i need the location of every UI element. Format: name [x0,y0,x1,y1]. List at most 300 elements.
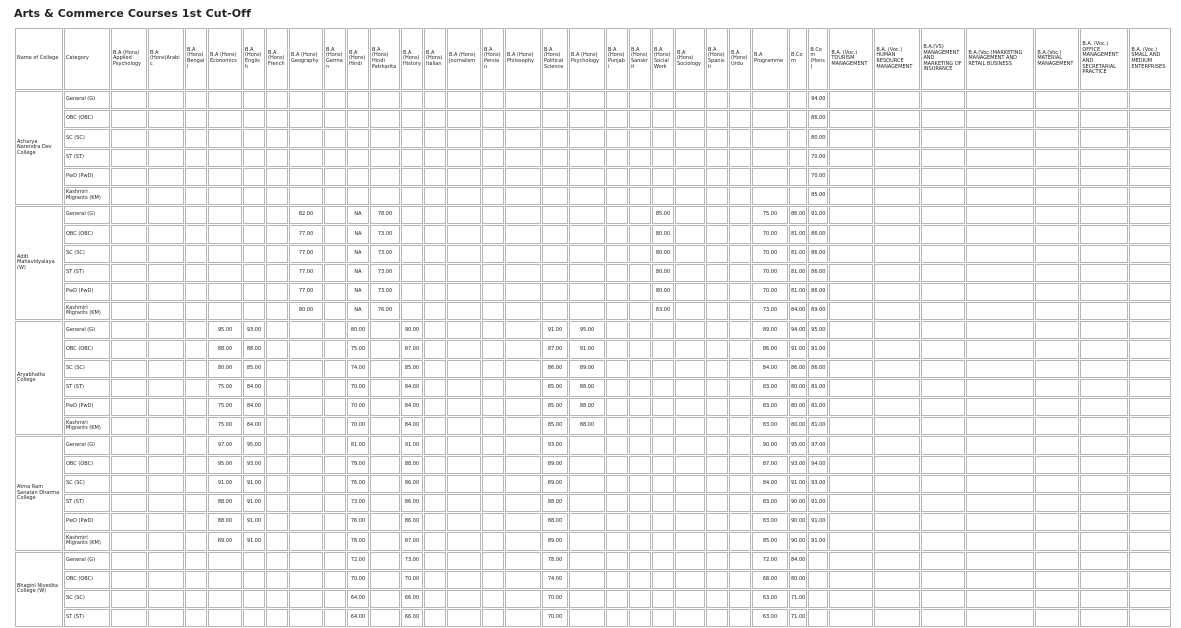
cutoff-cell [266,206,288,224]
cutoff-cell [606,283,628,301]
cutoff-cell [921,552,965,570]
cutoff-cell [652,91,674,109]
cutoff-cell: 76.00 [370,302,400,320]
column-header: B.A (Hons)Arabic [148,28,184,90]
cutoff-cell [675,149,705,167]
cutoff-cell [208,264,242,282]
cutoff-cell [505,456,541,474]
cutoff-cell [874,168,920,186]
cutoff-cell [185,398,207,416]
cutoff-cell [185,91,207,109]
category-cell: OBC (OBC) [64,340,110,358]
cutoff-cell [1035,225,1079,243]
cutoff-cell [111,91,147,109]
cutoff-cell [874,264,920,282]
category-cell: General (G) [64,436,110,454]
cutoff-cell [921,302,965,320]
cutoff-cell: 88.00 [208,513,242,531]
cutoff-cell [729,552,751,570]
cutoff-cell [808,552,828,570]
table-row [15,513,1171,531]
cutoff-cell [706,187,728,205]
cutoff-cell [729,417,751,435]
cutoff-cell [1129,417,1171,435]
category-cell: General (G) [64,321,110,339]
cutoff-cell [370,590,400,608]
cutoff-cell [505,321,541,339]
cutoff-cell [447,91,481,109]
cutoff-cell [921,590,965,608]
cutoff-cell [606,456,628,474]
table-row [15,475,1171,493]
cutoff-cell [569,590,605,608]
cutoff-cell: 81.00 [808,417,828,435]
cutoff-cell [921,245,965,263]
cutoff-cell [966,360,1034,378]
cutoff-cell [629,206,651,224]
cutoff-cell [401,283,423,301]
cutoff-cell [424,91,446,109]
cutoff-cell: 77.00 [289,225,323,243]
cutoff-cell [208,302,242,320]
cutoff-cell [370,168,400,186]
cutoff-cell [185,340,207,358]
cutoff-cell: NA [347,264,369,282]
cutoff-cell [111,417,147,435]
cutoff-cell [1080,379,1128,397]
category-cell: ST (ST) [64,264,110,282]
cutoff-cell [1035,436,1079,454]
cutoff-cell: NA [347,225,369,243]
cutoff-cell [966,552,1034,570]
cutoff-cell [629,456,651,474]
cutoff-cell [675,494,705,512]
cutoff-cell [1129,552,1171,570]
cutoff-cell [569,283,605,301]
cutoff-cell: 91.00 [808,340,828,358]
category-cell: OBC (OBC) [64,571,110,589]
cutoff-cell: 85.00 [542,417,568,435]
column-header: B.A (Hons) Journalism [447,28,481,90]
cutoff-cell [629,513,651,531]
cutoff-cell [606,321,628,339]
cutoff-cell [542,187,568,205]
cutoff-cell [208,91,242,109]
cutoff-cell [829,532,873,550]
cutoff-cell [111,360,147,378]
cutoff-cell [675,552,705,570]
cutoff-cell: 68.00 [752,571,788,589]
cutoff-cell: 81.00 [789,225,807,243]
cutoff-cell [266,494,288,512]
cutoff-cell [606,264,628,282]
cutoff-cell [1035,590,1079,608]
cutoff-cell [606,302,628,320]
cutoff-cell [966,571,1034,589]
cutoff-cell [185,494,207,512]
cutoff-cell [829,456,873,474]
cutoff-cell [1129,398,1171,416]
cutoff-cell [729,187,751,205]
cutoff-cell: 78.00 [347,532,369,550]
cutoff-cell [370,475,400,493]
cutoff-cell [185,110,207,128]
cutoff-cell: 80.00 [789,398,807,416]
cutoff-cell [505,609,541,627]
cutoff-cell [874,417,920,435]
cutoff-cell [324,552,346,570]
cutoff-cell: 86.00 [542,360,568,378]
cutoff-cell [185,475,207,493]
cutoff-cell [148,110,184,128]
cutoff-cell [569,456,605,474]
cutoff-cell [569,187,605,205]
cutoff-cell [266,398,288,416]
cutoff-cell [447,129,481,147]
cutoff-cell [424,590,446,608]
category-cell: SC (SC) [64,360,110,378]
cutoff-cell [706,245,728,263]
cutoff-cell [629,129,651,147]
column-header: B.A Programme [752,28,788,90]
cutoff-cell [482,129,504,147]
cutoff-cell [324,590,346,608]
cutoff-cell [505,417,541,435]
cutoff-cell: 84.00 [789,552,807,570]
table-row [15,206,1171,224]
cutoff-cell: 70.00 [808,149,828,167]
cutoff-cell [289,436,323,454]
cutoff-cell [424,552,446,570]
cutoff-cell [1035,129,1079,147]
cutoff-cell [966,264,1034,282]
cutoff-cell: 86.00 [789,206,807,224]
column-header: B.A (Hons) Persian [482,28,504,90]
cutoff-cell [324,475,346,493]
cutoff-cell [324,283,346,301]
category-cell: Kashmiri Migrants (KM) [64,187,110,205]
cutoff-cell [1129,360,1171,378]
cutoff-cell: 91.00 [243,494,265,512]
cutoff-cell: 93.00 [789,456,807,474]
cutoff-cell [208,283,242,301]
cutoff-cell [208,187,242,205]
cutoff-cell [447,302,481,320]
cutoff-cell [482,552,504,570]
cutoff-cell [185,436,207,454]
category-cell: ST (ST) [64,494,110,512]
cutoff-cell [829,129,873,147]
cutoff-cell [1129,245,1171,263]
cutoff-cell [111,283,147,301]
cutoff-cell [789,168,807,186]
cutoff-cell [148,475,184,493]
cutoff-cell [729,225,751,243]
column-header: B.A (Hons) Political Science [542,28,568,90]
cutoff-cell [629,494,651,512]
cutoff-cell [447,590,481,608]
cutoff-cell [148,245,184,263]
cutoff-cell [424,456,446,474]
column-header: B.A (Hons) French [266,28,288,90]
cutoff-cell [148,609,184,627]
cutoff-cell: 86.00 [401,513,423,531]
cutoff-cell [111,436,147,454]
cutoff-cell [829,494,873,512]
cutoff-cell [1035,149,1079,167]
cutoff-cell [874,245,920,263]
cutoff-cell [266,129,288,147]
cutoff-cell [729,91,751,109]
cutoff-cell [505,283,541,301]
cutoff-cell [1129,302,1171,320]
cutoff-cell [706,398,728,416]
cutoff-cell: 85.00 [808,187,828,205]
cutoff-cell [706,609,728,627]
cutoff-cell: 84.00 [752,360,788,378]
cutoff-cell [569,264,605,282]
cutoff-cell [482,245,504,263]
cutoff-cell [148,168,184,186]
cutoff-cell [111,129,147,147]
cutoff-cell [729,456,751,474]
cutoff-cell: 70.00 [347,417,369,435]
cutoff-cell: 93.00 [542,436,568,454]
cutoff-cell [874,129,920,147]
cutoff-cell [675,475,705,493]
cutoff-cell [1035,302,1079,320]
cutoff-cell [1129,475,1171,493]
cutoff-cell [185,283,207,301]
cutoff-cell [966,245,1034,263]
cutoff-cell [208,609,242,627]
cutoff-cell: 83.00 [752,494,788,512]
cutoff-cell: 66.00 [401,590,423,608]
cutoff-cell [569,513,605,531]
table-row [15,321,1171,339]
cutoff-cell [148,360,184,378]
cutoff-cell: 91.00 [808,206,828,224]
category-cell: PwD (PwD) [64,398,110,416]
cutoff-cell [505,436,541,454]
category-cell: Kashmiri Migrants (KM) [64,417,110,435]
cutoff-cell [185,206,207,224]
cutoff-cell [324,187,346,205]
cutoff-cell: 83.00 [652,302,674,320]
cutoff-cell [921,436,965,454]
cutoff-cell: 84.00 [401,379,423,397]
category-cell: PwD (PwD) [64,168,110,186]
cutoff-cell: 80.00 [808,129,828,147]
cutoff-cell [370,379,400,397]
cutoff-cell: 88.00 [542,513,568,531]
cutoff-cell: 81.00 [789,264,807,282]
cutoff-cell [424,168,446,186]
cutoff-cell: 95.00 [208,321,242,339]
cutoff-cell [447,225,481,243]
cutoff-cell [829,206,873,224]
cutoff-cell [1129,321,1171,339]
cutoff-cell: 80.00 [652,264,674,282]
cutoff-cell [447,264,481,282]
cutoff-cell [208,149,242,167]
cutoff-cell [111,456,147,474]
cutoff-cell [1080,609,1128,627]
cutoff-cell [729,475,751,493]
cutoff-cell [266,168,288,186]
cutoff-cell [1129,264,1171,282]
cutoff-cell: 81.00 [789,283,807,301]
cutoff-cell [424,264,446,282]
cutoff-cell [1080,168,1128,186]
cutoff-cell [569,129,605,147]
cutoff-cell [829,379,873,397]
cutoff-cell [424,187,446,205]
cutoff-cell [148,379,184,397]
cutoff-cell [652,609,674,627]
cutoff-cell [482,206,504,224]
cutoff-cell: 74.00 [542,571,568,589]
column-header: B.A.(Voc.)MARKETING MANAGEMENT AND RETAIL BUSINESS [966,28,1034,90]
cutoff-cell: 84.00 [243,379,265,397]
cutoff-cell: 84.00 [243,398,265,416]
cutoff-cell [921,91,965,109]
cutoff-cell [482,225,504,243]
cutoff-cell [706,532,728,550]
cutoff-cell [829,149,873,167]
cutoff-cell [370,360,400,378]
cutoff-cell [542,149,568,167]
cutoff-cell [569,302,605,320]
cutoff-cell [729,571,751,589]
cutoff-cell [1080,436,1128,454]
cutoff-cell [111,513,147,531]
cutoff-cell: 90.00 [752,436,788,454]
cutoff-cell [324,206,346,224]
cutoff-cell [652,571,674,589]
cutoff-cell [706,494,728,512]
cutoff-cell [1080,571,1128,589]
cutoff-cell [921,360,965,378]
cutoff-cell [266,417,288,435]
cutoff-cell [652,360,674,378]
cutoff-cell [629,245,651,263]
column-header: B.A (Hons) Hindi [347,28,369,90]
cutoff-cell [424,149,446,167]
cutoff-cell [921,456,965,474]
cutoff-cell [266,283,288,301]
cutoff-cell [482,360,504,378]
cutoff-cell [401,264,423,282]
column-header: B.A (Hons) Social Work [652,28,674,90]
cutoff-cell [706,321,728,339]
cutoff-cell [629,398,651,416]
cutoff-cell [1129,494,1171,512]
cutoff-cell: 91.00 [208,475,242,493]
cutoff-cell [1080,475,1128,493]
cutoff-cell [482,91,504,109]
cutoff-cell [829,417,873,435]
cutoff-cell [324,436,346,454]
cutoff-cell [1035,494,1079,512]
cutoff-cell: 63.00 [752,609,788,627]
cutoff-cell [370,436,400,454]
cutoff-cell [606,571,628,589]
cutoff-cell [652,379,674,397]
cutoff-cell [1080,129,1128,147]
cutoff-cell [266,225,288,243]
cutoff-cell [921,168,965,186]
cutoff-cell [1080,283,1128,301]
cutoff-cell: 91.00 [808,532,828,550]
cutoff-cell [808,590,828,608]
cutoff-cell [424,360,446,378]
cutoff-cell [370,91,400,109]
cutoff-cell [874,513,920,531]
cutoff-cell [111,590,147,608]
column-header: B.A (Hons) Sociology [675,28,705,90]
cutoff-cell [243,609,265,627]
cutoff-cell [966,110,1034,128]
cutoff-cell [652,187,674,205]
column-header: B.A (Hons) Sanskrit [629,28,651,90]
cutoff-cell: 80.00 [789,417,807,435]
cutoff-cell [652,590,674,608]
cutoff-cell [1035,206,1079,224]
cutoff-cell [401,302,423,320]
cutoff-cell [675,340,705,358]
cutoff-cell: 70.00 [752,245,788,263]
cutoff-cell [606,609,628,627]
cutoff-cell: 97.00 [808,436,828,454]
cutoff-cell [606,513,628,531]
column-header: B.Com (Hons) [808,28,828,90]
cutoff-cell [505,340,541,358]
cutoff-cell [185,532,207,550]
cutoff-cell [324,340,346,358]
cutoff-cell [675,590,705,608]
cutoff-cell: 90.00 [401,321,423,339]
cutoff-cell [789,129,807,147]
cutoff-cell [266,264,288,282]
cutoff-cell [874,609,920,627]
cutoff-cell [606,91,628,109]
cutoff-cell [629,436,651,454]
cutoff-cell: 86.00 [752,340,788,358]
cutoff-cell [1129,571,1171,589]
cutoff-cell [606,417,628,435]
cutoff-cell: 91.00 [808,494,828,512]
cutoff-cell [447,513,481,531]
cutoff-cell [148,513,184,531]
cutoff-cell [289,513,323,531]
cutoff-cell [1035,168,1079,186]
cutoff-cell [966,149,1034,167]
cutoff-cell [424,379,446,397]
cutoff-cell [324,245,346,263]
cutoff-cell [505,379,541,397]
category-cell: PwD (PwD) [64,513,110,531]
cutoff-cell: 70.00 [808,168,828,186]
cutoff-cell [675,571,705,589]
cutoff-cell [289,590,323,608]
cutoff-cell [921,494,965,512]
cutoff-cell [266,91,288,109]
cutoff-cell [243,110,265,128]
cutoff-cell: 86.00 [808,264,828,282]
cutoff-cell [289,398,323,416]
cutoff-cell [569,168,605,186]
